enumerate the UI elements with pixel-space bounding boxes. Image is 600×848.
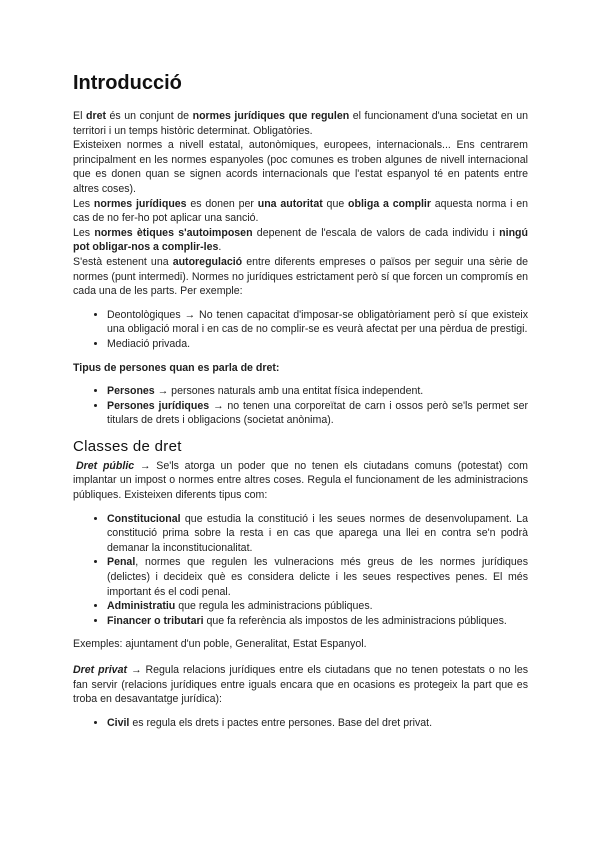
public-list [73, 512, 528, 629]
list-item: • Mediació privada. [107, 337, 528, 352]
intro-paragraph: Les normes ètiques s'autoimposen depenent de l'escala de valors de cada individu i ningú pot obligar-nos a complir-les. [73, 226, 528, 254]
examples-list [73, 308, 528, 352]
private-list [73, 716, 528, 731]
list-item: • Deontològiques → No tenen capacitat d'imposar-se obligatòriament però sí que existeix una obligació moral i en cas de no complir-se es veurà afectat per una pèrdua de prestigi. [107, 308, 528, 337]
list-item: • Civil es regula els drets i pactes entre persones. Base del dret privat. [107, 716, 528, 731]
intro-paragraph: S'està estenent una autoregulació entre diferents empreses o països per seguir una sèrie de normes (punt intermedi). Normes no jurídiques estrictament però sí que forcen un compromís en cada una de les parts. Per exemple: [73, 255, 528, 298]
intro-paragraph: El dret és un conjunt de normes jurídiques que regulen el funcionament d'una societat en un territori i un temps històric determinat. Obligatòries. [73, 110, 528, 137]
intro-paragraph: Existeixen normes a nivell estatal, autonòmiques, europees, internacionals... Ens centrarem principalment en les normes espanyoles (poc comunes es troben algunes de nivell internacional que es donen quan se signen acords internacionals que l'estat espanyol té en patents entre altres coses). [73, 139, 528, 195]
list-item: • Persones → persones naturals amb una entitat física independent. [107, 384, 528, 399]
private-paragraph: Dret privat → Regula relacions jurídiques entre els ciutadans que no tenen potestats o no les fan servir (relacions jurídiques entre iguals encara que en ocasions es protegeix la part que es troba en desavantatge jurídica): [73, 664, 529, 706]
tipus-heading: Tipus de persones quan es parla de dret: [73, 361, 280, 374]
examples-line: Exemples: ajuntament d'un poble, Generalitat, Estat Espanyol. [73, 638, 367, 651]
list-item: • Administratiu que regula les administracions públiques. [107, 599, 528, 614]
list-item: • Persones jurídiques → no tenen una corporeïtat de carn i ossos però se'ls permet ser titulars de drets i obligacions (societat anònima). [107, 399, 528, 428]
public-paragraph: Dret públic → Se'ls atorga un poder que no tenen els ciutadans comuns (potestat) com implantar un impost o normes entre altres coses. Regula el funcionament de les administracions públiques. Existeixen diferents tipus com: [73, 459, 528, 502]
intro-paragraph: Les normes jurídiques es donen per una autoritat que obliga a complir aquesta norma i en cas de no fer-ho pot aplicar una sanció. [73, 197, 529, 225]
section-heading: Classes de dret [73, 437, 182, 455]
list-item: • Constitucional que estudia la constitució i les seues normes de desenvolupament. La constitució prima sobre la resta i en cas que aparega una llei en contra se'n podrà demanar la inconstitucionalitat. [107, 512, 528, 556]
list-item: • Financer o tributari que fa referència als impostos de les administracions públiques. [107, 614, 528, 629]
tipus-list [73, 384, 528, 428]
document-page [73, 70, 528, 739]
list-item: • Penal, normes que regulen les vulneracions més greus de les normes jurídiques (delictes) i decideix què es considera delicte i les seues respectives penes. El més important és el codi penal. [107, 555, 528, 599]
page-title: Introducció [73, 72, 182, 94]
